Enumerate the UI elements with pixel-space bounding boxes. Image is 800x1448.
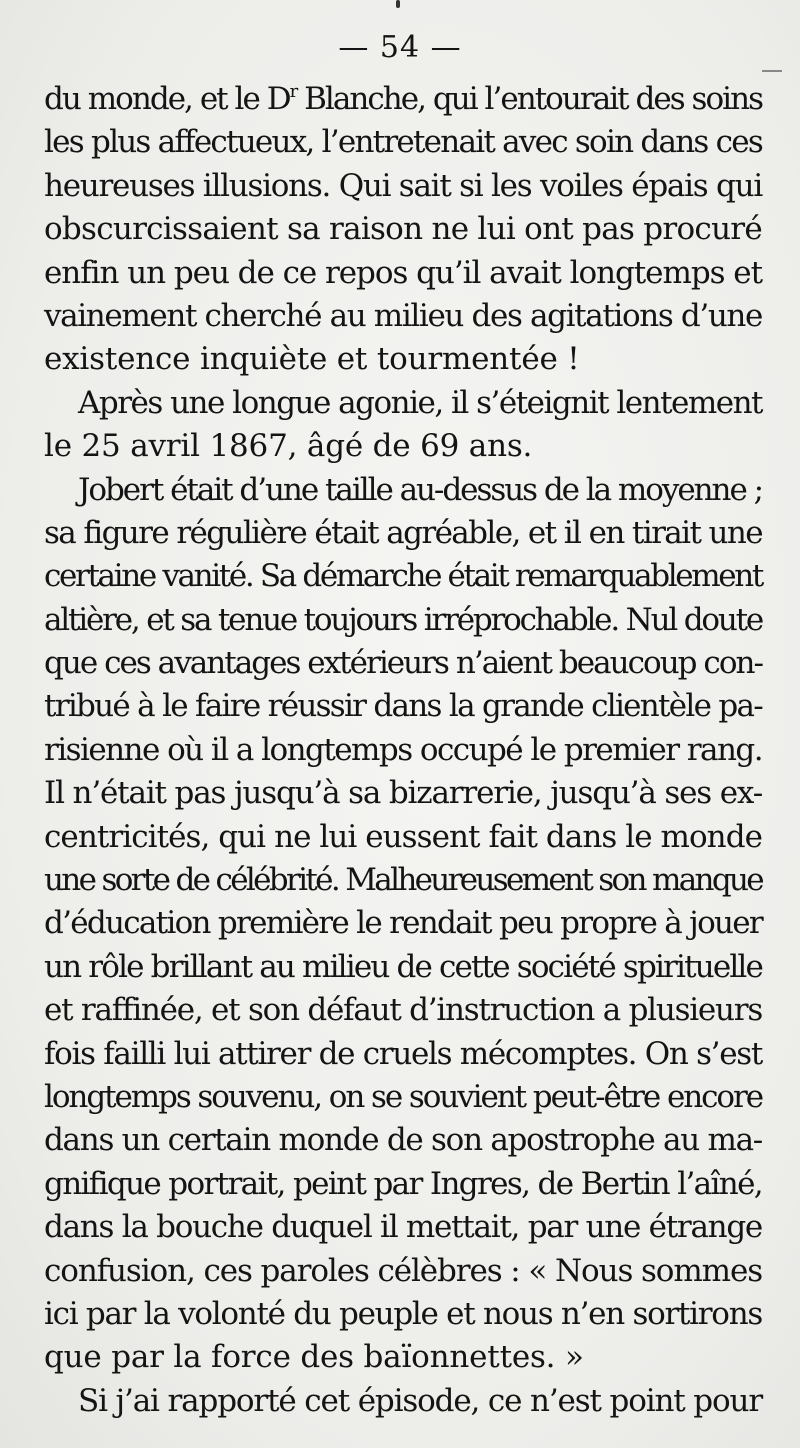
- ink-mark: [396, 0, 400, 8]
- text-line: que ces avantages extérieurs n’aient beaucoup con-: [44, 645, 762, 682]
- text-line: certaine vanité. Sa démarche était remarquablement: [44, 558, 762, 595]
- superscript: r: [289, 81, 297, 102]
- text-line: les plus affectueux, l’entretenait avec soin dans ces: [44, 124, 762, 161]
- text-line: gnifique portrait, peint par Ingres, de Bertin l’aîné,: [44, 1165, 762, 1202]
- text-line: tribué à le faire réussir dans la grande clientèle pa-: [44, 688, 763, 725]
- text-line: et raffinée, et son défaut d’instruction a plusieurs: [44, 992, 762, 1029]
- text-line: que par la force des baïonnettes. »: [44, 1339, 584, 1376]
- text-line: dans un certain monde de son apostrophe au ma-: [44, 1122, 762, 1159]
- text-line: du monde, et le $D^r$ Blanche, qui l’entourait des soins: [44, 81, 763, 117]
- page-number: — 54 —: [338, 30, 462, 65]
- text-line: le 25 avril 1867, âgé de 69 ans.: [44, 428, 533, 465]
- text-line: Il n’était pas jusqu’à sa bizarrerie, jusqu’à ses ex-: [44, 775, 762, 812]
- text-line: une sorte de célébrité. Malheureusement son manque: [44, 862, 762, 899]
- text-line: vainement cherché au milieu des agitations d’une: [44, 297, 762, 334]
- text-line: dans la bouche duquel il mettait, par une étrange: [44, 1209, 762, 1246]
- text-line: centricités, qui ne lui eussent fait dans le monde: [44, 818, 762, 855]
- text-line: Si j’ai rapporté cet épisode, ce n’est point pour: [78, 1382, 762, 1419]
- text-line: confusion, ces paroles célèbres : « Nous sommes: [44, 1252, 762, 1289]
- text-line: ici par la volonté du peuple et nous n’en sortirons: [44, 1295, 762, 1332]
- margin-mark: [762, 70, 782, 72]
- text-line: existence inquiète et tourmentée !: [44, 341, 580, 378]
- text-line: sa figure régulière était agréable, et il en tirait une: [44, 514, 762, 551]
- text-line: un rôle brillant au milieu de cette société spirituelle: [44, 948, 762, 985]
- text-line: d’éducation première le rendait peu propre à jouer: [44, 905, 762, 942]
- text-line: obscurcissaient sa raison ne lui ont pas procuré: [44, 211, 762, 248]
- text-line: longtemps souvenu, on se souvient peut-être encore: [44, 1078, 762, 1115]
- text-line: heureuses illusions. Qui sait si les voiles épais qui: [44, 167, 762, 204]
- text-line: Jobert était d’une taille au-dessus de la moyenne ;: [78, 471, 762, 508]
- text-line: risienne où il a longtemps occupé le premier rang.: [44, 731, 762, 768]
- text-line: enfin un peu de ce repos qu’il avait longtemps et: [44, 254, 762, 291]
- text-line: Après une longue agonie, il s’éteignit lentement: [78, 384, 762, 421]
- text-line: altière, et sa tenue toujours irréprochable. Nul doute: [44, 601, 762, 638]
- body-text: [44, 78, 762, 1423]
- text-line: fois failli lui attirer de cruels mécomptes. On s’est: [44, 1035, 762, 1072]
